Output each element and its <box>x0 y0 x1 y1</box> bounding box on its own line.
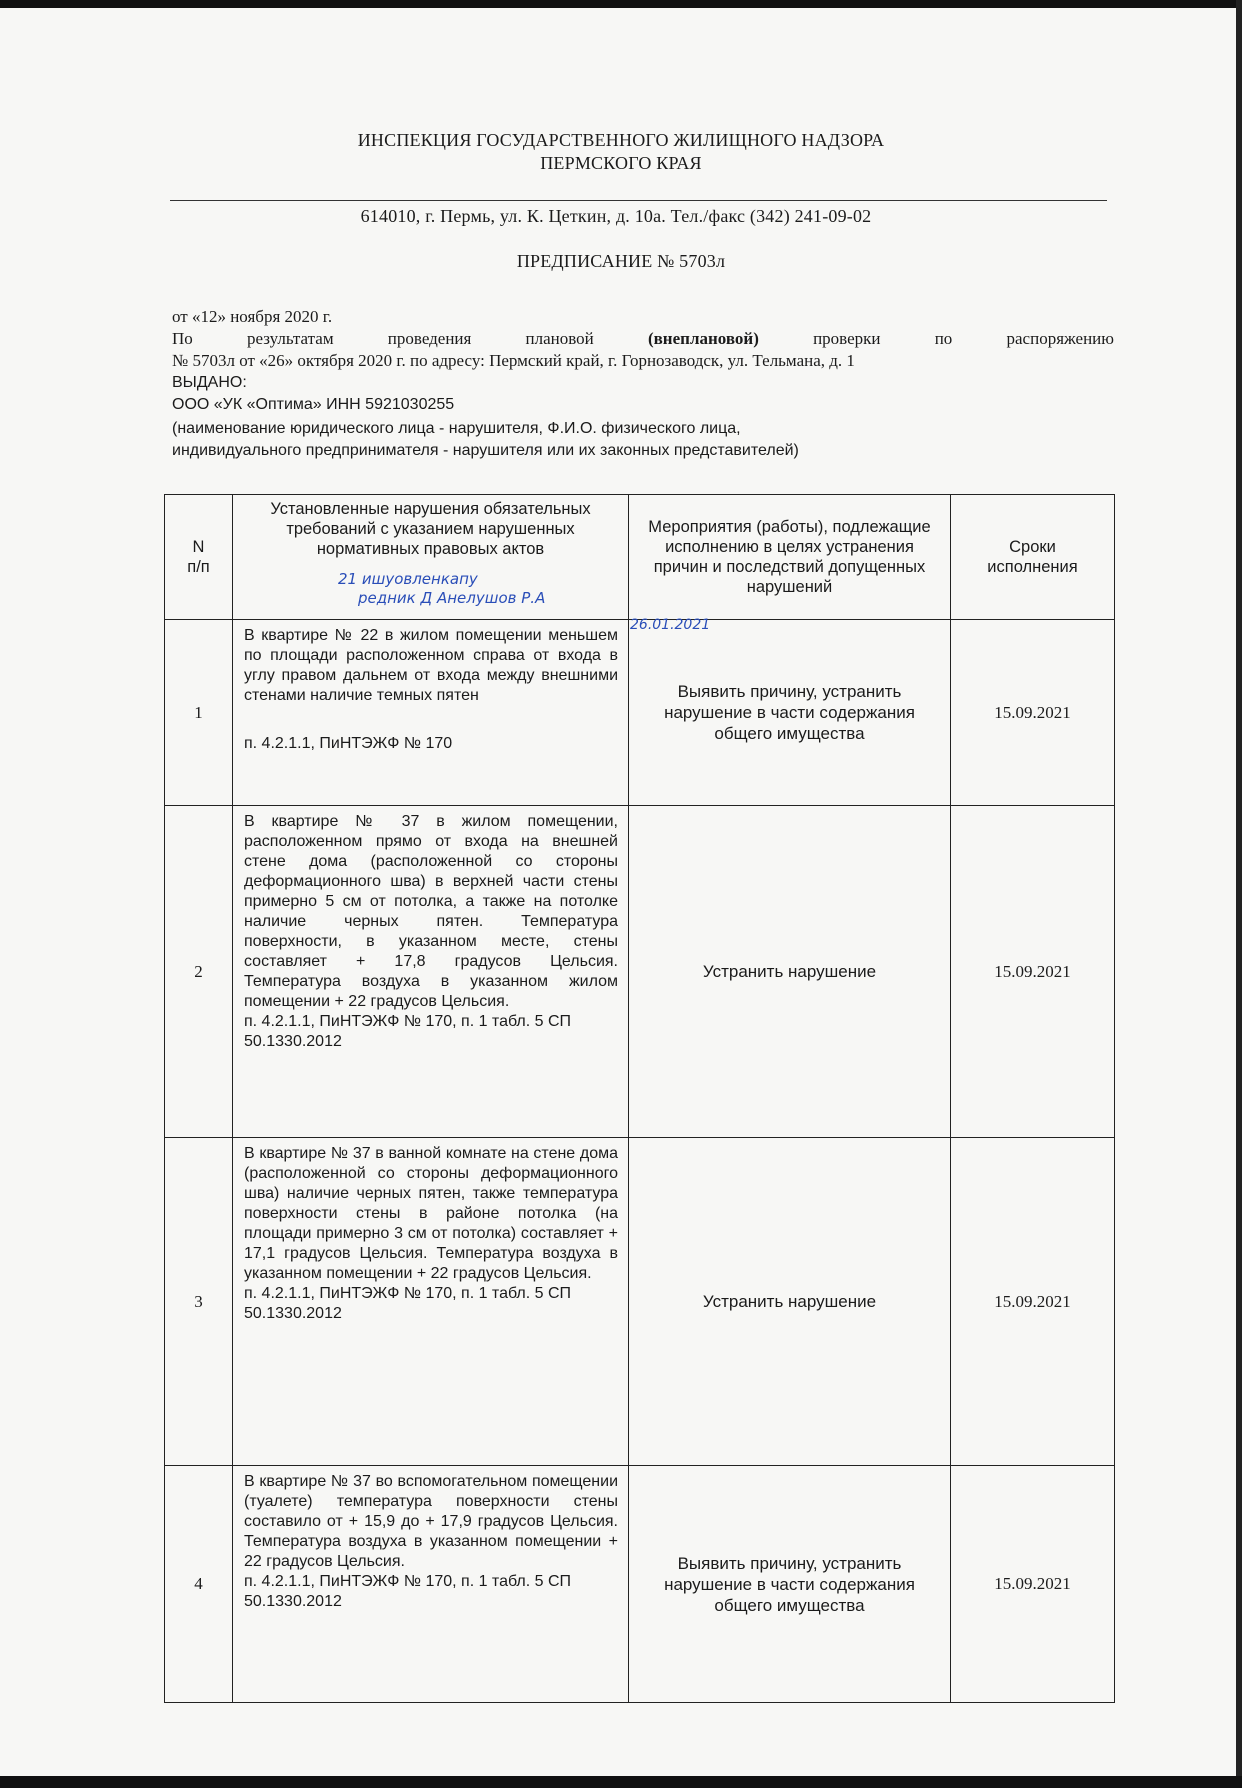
company-note-line1: (наименование юридического лица - нарушителя, Ф.И.О. физического лица, <box>172 420 741 437</box>
table-row <box>165 1466 1115 1703</box>
row-deadline: 15.09.2021 <box>951 1138 1115 1466</box>
violation-reference: п. 4.2.1.1, ПиНТЭЖФ № 170, п. 1 табл. 5 СП 50.1330.2012 <box>244 1573 572 1610</box>
org-name-line1: ИНСПЕКЦИЯ ГОСУДАРСТВЕННОГО ЖИЛИЩНОГО НАДЗОРА <box>357 130 885 150</box>
row-measure: Выявить причину, устранить нарушение в части содержания общего имущества <box>629 1466 951 1703</box>
intro-word: по <box>934 329 953 348</box>
intro-line2: № 5703л от «26» октября 2020 г. по адресу: Пермский край, г. Горнозаводск, ул. Тельмана, д. 1 <box>172 351 855 370</box>
org-name-line2: ПЕРМСКОГО КРАЯ <box>540 153 702 173</box>
handwritten-date: 26.01.2021 <box>630 617 711 633</box>
table-row <box>165 1138 1115 1466</box>
header-deadline: Сроки исполнения <box>951 495 1115 620</box>
table-header-row <box>165 495 1115 620</box>
header-measures: Мероприятия (работы), подлежащие исполнению в целях устранения причин и последствий допущенных нарушений <box>629 495 951 620</box>
header-num-n: N <box>192 538 205 556</box>
violation-reference: п. 4.2.1.1, ПиНТЭЖФ № 170 <box>244 735 453 752</box>
violation-reference: п. 4.2.1.1, ПиНТЭЖФ № 170, п. 1 табл. 5 СП 50.1330.2012 <box>244 1285 572 1322</box>
intro-word: плановой <box>525 329 594 348</box>
header-violation: Установленные нарушения обязательных требований с указанием нарушенных нормативных правовых актов <box>233 495 629 620</box>
row-violation <box>233 806 629 1138</box>
violation-text: В квартире № 37 в ванной комнате на стене дома (расположенной со стороны деформационного шва) наличие черных пятен, также температура поверхности стены в районе потолка (на площади примерно 3 см от потолка) составляет + 17,1 градусов Цельсия. Температура воздуха в указанном помещении + 22 градусов Цельсия. <box>244 1145 618 1282</box>
document-title: ПРЕДПИСАНИЕ № 5703л <box>516 251 726 271</box>
intro-word: проведения <box>387 329 472 348</box>
company-note-line2: индивидуального предпринимателя - нарушителя или их законных представителей) <box>172 442 799 459</box>
intro-word: проверки <box>813 329 881 348</box>
violation-text: В квартире № 22 в жилом помещении меньшем по площади расположенном справа от входа в углу правом дальнем от входа между внешними стенами наличие темных пятен <box>244 627 618 704</box>
intro-word-bold: (внеплановой) <box>647 329 759 348</box>
row-measure: Выявить причину, устранить нарушение в части содержания общего имущества <box>629 620 951 806</box>
intro-word: По <box>172 329 193 348</box>
table-row <box>165 620 1115 806</box>
row-measure: Устранить нарушение <box>629 1138 951 1466</box>
document-date: от «12» ноября 2020 г. <box>172 307 333 326</box>
intro-word: распоряжению <box>1006 329 1114 348</box>
row-num: 2 <box>165 806 233 1138</box>
violation-text: В квартире № 37 в жилом помещении, расположенном прямо от входа на внешней стене дома (расположенной со стороны деформационного шва) в верхней части стены примерно 5 см от потолка, а также на потолке наличие черных пятен. Температура поверхности, в указанном месте, стены составляет + 17,8 градусов Цельсия. Температура воздуха в указанном жилом помещении + 22 градусов Цельсия. <box>244 813 618 1010</box>
intro-line1 <box>172 328 1114 349</box>
header-num-pp: п/п <box>187 558 210 576</box>
row-measure: Устранить нарушение <box>629 806 951 1138</box>
table-row <box>165 806 1115 1138</box>
row-num: 3 <box>165 1138 233 1466</box>
issued-label: ВЫДАНО: <box>172 374 247 391</box>
header-num <box>165 495 233 620</box>
scan-edge-bottom <box>0 1776 1242 1788</box>
company-name: ООО «УК «Оптима» ИНН 5921030255 <box>172 396 455 413</box>
intro-word: результатам <box>246 329 334 348</box>
row-violation <box>233 1466 629 1703</box>
row-violation <box>233 620 629 806</box>
handwritten-note-line2: редник Д Анелушов Р.А <box>358 589 546 607</box>
handwritten-note-line1: 21 ишуовленкапу <box>338 570 478 588</box>
row-num: 4 <box>165 1466 233 1703</box>
violation-text: В квартире № 37 во вспомогательном помещении (туалете) температура поверхности стены составило от + 15,9 до + 17,9 градусов Цельсия. Температура воздуха в указанном помещении + 22 градусов Цельсия. <box>244 1473 618 1570</box>
row-deadline: 15.09.2021 <box>951 806 1115 1138</box>
row-num: 1 <box>165 620 233 806</box>
scan-edge-top <box>0 0 1242 8</box>
row-deadline: 15.09.2021 <box>951 620 1115 806</box>
header-rule <box>170 200 1107 201</box>
row-deadline: 15.09.2021 <box>951 1466 1115 1703</box>
org-address: 614010, г. Пермь, ул. К. Цеткин, д. 10а. Тел./факс (342) 241-09-02 <box>360 206 872 226</box>
row-violation <box>233 1138 629 1466</box>
violation-reference: п. 4.2.1.1, ПиНТЭЖФ № 170, п. 1 табл. 5 СП 50.1330.2012 <box>244 1013 572 1050</box>
violations-table <box>164 494 1115 1703</box>
